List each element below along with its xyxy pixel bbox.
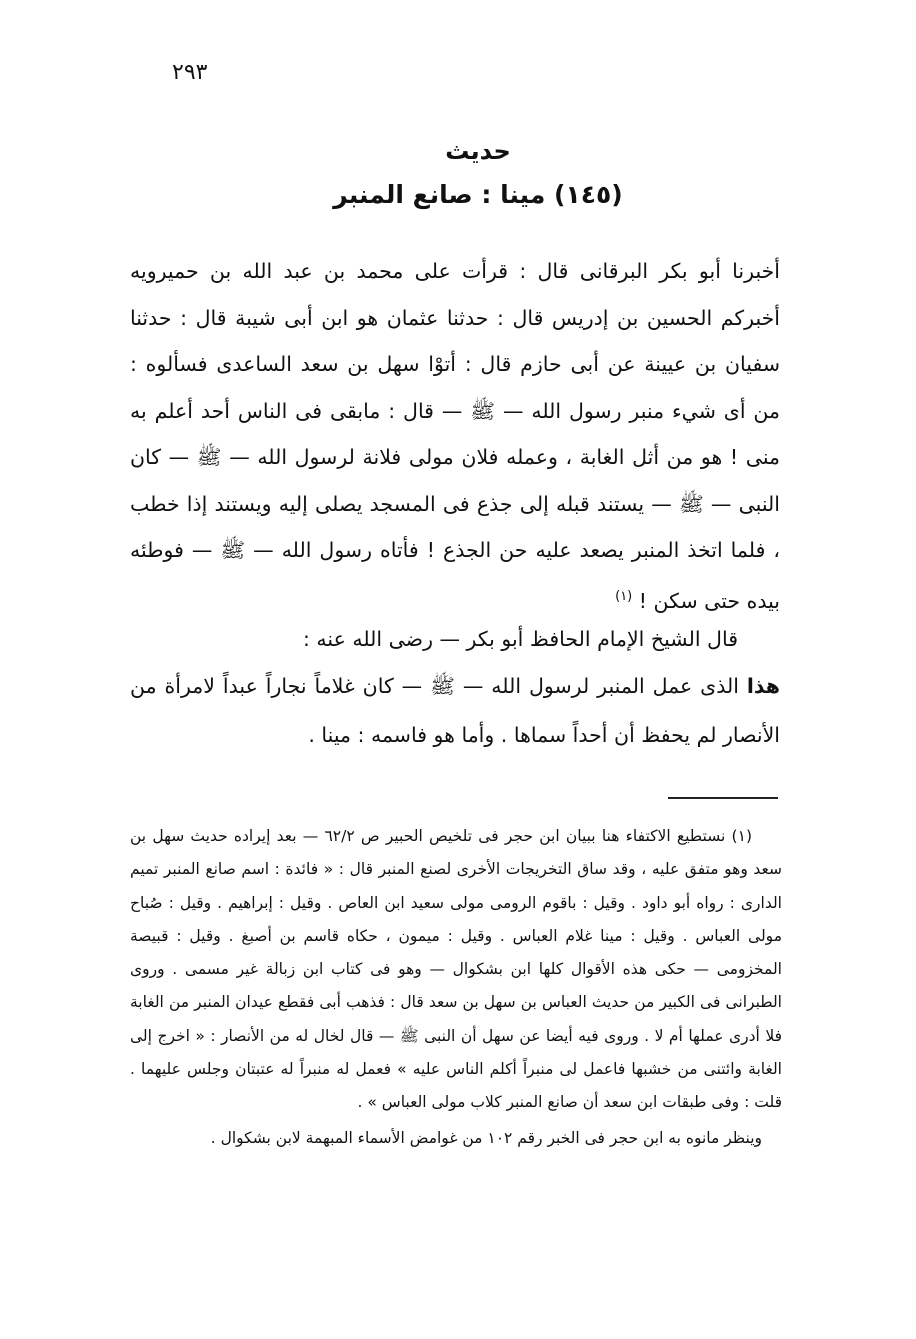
page-number: ٢٩٣ bbox=[172, 60, 208, 85]
commentary-paragraph bbox=[130, 662, 780, 760]
footnote-1: (١) نستطيع الاكتفاء هنا ببيان ابن حجر فى تلخيص الحبير ص ٦٢/٢ — بعد إيراده حديث سهل بن سعد وهو متفق عليه ، وقد ساق التخريجات الأخرى لصنع المنبر قال : « فائدة : اسم صانع المنبر تميم الدارى : رواه أبو داود . وقيل : باقوم الرومى مولى سعيد ابن العاص . وقيل : إبراهيم . وقيل : صُباح مولى العباس . وقيل : مينا غلام العباس . وقيل : ميمون ، حكاه قاسم بن أصبغ . وقيل : قبيصة المخزومى — حكى هذه الأقوال كلها ابن بشكوال — وهو فى كتاب ابن زبالة غير مسمى . وروى الطبرانى فى الكبير من حديث العباس بن سهل بن سعد قال : فذهب أبى فقطع عيدان المنبر من الغابة فلا أدرى عملها أم لا . وروى فيه أيضا عن سهل أن النبى ﷺ — قال لخال له من الأنصار : « اخرج إلى الغابة وائتنى من خشبها فاعمل لى منبراً أكلم الناس عليه » فعمل له منبراً له عتبتان وجلس عليهما . قلت : وفى طبقات ابن سعد أن صانع المنبر كلاب مولى العباس » . bbox=[130, 827, 782, 1112]
section-subtitle: (١٤٥) مينا : صانع المنبر bbox=[333, 180, 623, 209]
footnote-2: وينظر مانوه به ابن حجر فى الخبر رقم ١٠٢ من غوامض الأسماء المبهمة لابن بشكوال . bbox=[210, 1128, 762, 1147]
hadith-text: أخبرنا أبو بكر البرقانى قال : قرأت على محمد بن عبد الله بن حميرويه أخبركم الحسين بن إدريس قال : حدثنا عثمان هو ابن أبى شيبة قال : حدثنا سفيان بن عيينة عن أبى حازم قال : أتوْا سهل بن سعد الساعدى فسألوه : من أى شيء منبر رسول الله — ﷺ — قال : مابقى فى الناس أحد أعلم به منى ! هو من أثل الغابة ، وعمله فلان مولى فلانة لرسول الله — ﷺ — كان النبى — ﷺ — يستند قبله إلى جذع فى المسجد يصلى إليه ويستند إذا خطب ، فلما اتخذ المنبر يصعد عليه حن الجذع ! فأتاه رسول الله — ﷺ — فوطئه بيده حتى سكن ! bbox=[130, 259, 780, 613]
footnotes-section bbox=[130, 820, 782, 1155]
section-title: حديث bbox=[445, 137, 511, 165]
footnote-reference: (١) bbox=[615, 588, 633, 604]
sheikh-statement: قال الشيخ الإمام الحافظ أبو بكر — رضى الله عنه : bbox=[303, 627, 738, 651]
commentary-lead-word: هذا bbox=[746, 674, 780, 698]
footnote-divider bbox=[668, 797, 778, 799]
commentary-text: الذى عمل المنبر لرسول الله — ﷺ — كان غلاماً نجاراً عبداً لامرأة من الأنصار لم يحفظ أن أحداً سماها . وأما هو فاسمه : مينا . bbox=[130, 674, 780, 747]
hadith-paragraph bbox=[130, 248, 780, 624]
